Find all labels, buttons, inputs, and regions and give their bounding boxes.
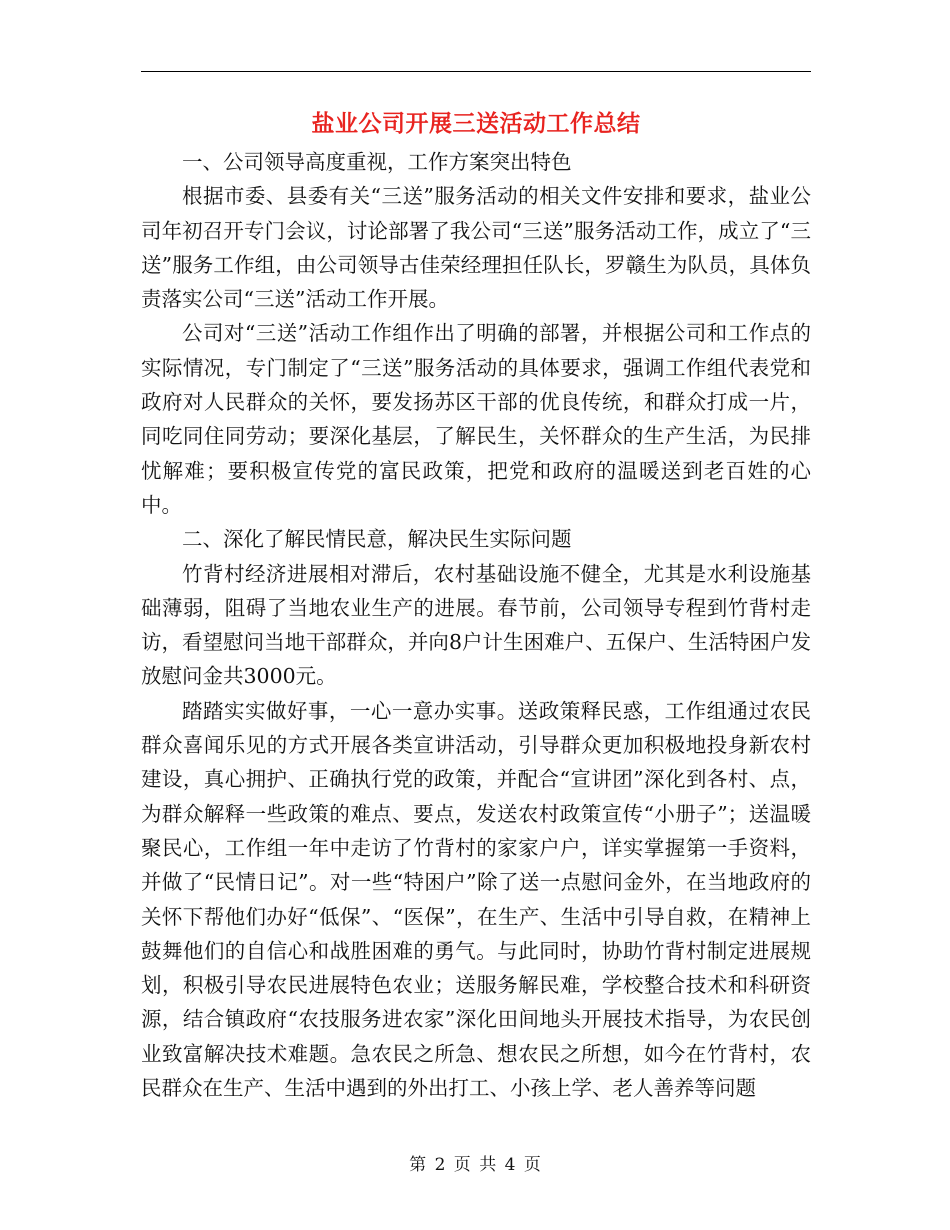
page-number-footer: 第 2 页 共 4 页 — [409, 1155, 541, 1175]
document-title: 盐业公司开展三送活动工作总结 — [311, 110, 641, 137]
paragraph: 根据市委、县委有关“三送”服务活动的相关文件安排和要求，盐业公司年初召开专门会议，讨论部署了我公司“三送”服务活动工作，成立了“三送”服务工作组，由公司领导古佳荣经理担任队长，罗赣生为队员，具体负责落实公司“三送”活动工作开展。 — [141, 184, 811, 312]
paragraph: 踏踏实实做好事，一心一意办实事。送政策释民惑，工作组通过农民群众喜闻乐见的方式开展各类宣讲活动，引导群众更加积极地投身新农村建设，真心拥护、正确执行党的政策，并配合“宣讲团”深化到各村、点，为群众解释一些政策的难点、要点，发送农村政策宣传“小册子”；送温暖聚民心，工作组一年中走访了竹背村的家家户户，详实掌握第一手资料，并做了“民情日记”。对一些“特困户”除了送一点慰问金外，在当地政府的关怀下帮他们办好“低保”、“医保”，在生产、生活中引导自救，在精神上鼓舞他们的自信心和战胜困难的勇气。与此同时，协助竹背村制定进展规划，积极引导农民进展特色农业；送服务解民难，学校整合技术和科研资源，结合镇政府“农技服务进农家”深化田间地头开展技术指导，为农民创业致富解决技术难题。急农民之所急、想农民之所想，如今在竹背村，农民群众在生产、生活中遇到的外出打工、小孩上学、老人善养等问题 — [141, 698, 811, 1101]
section-heading-2: 二、深化了解民情民意，解决民生实际问题 — [182, 527, 572, 552]
paragraph: 竹背村经济进展相对滞后，农村基础设施不健全，尤其是水利设施基础薄弱，阻碍了当地农业生产的进展。春节前，公司领导专程到竹背村走访，看望慰问当地干部群众，并向8户计生困难户、五保户、生活特困户发放慰问金共3000元。 — [141, 561, 811, 689]
document-body — [141, 145, 811, 1105]
header-rule — [141, 71, 811, 72]
section-heading-1: 一、公司领导高度重视，工作方案突出特色 — [182, 150, 572, 174]
paragraph: 公司对“三送”活动工作组作出了明确的部署，并根据公司和工作点的实际情况，专门制定了“三送”服务活动的具体要求，强调工作组代表党和政府对人民群众的关怀，要发扬苏区干部的优良传统，和群众打成一片，同吃同住同劳动；要深化基层，了解民生，关怀群众的生产生活，为民排忧解难；要积极宣传党的富民政策，把党和政府的温暖送到老百姓的心中。 — [141, 321, 811, 517]
